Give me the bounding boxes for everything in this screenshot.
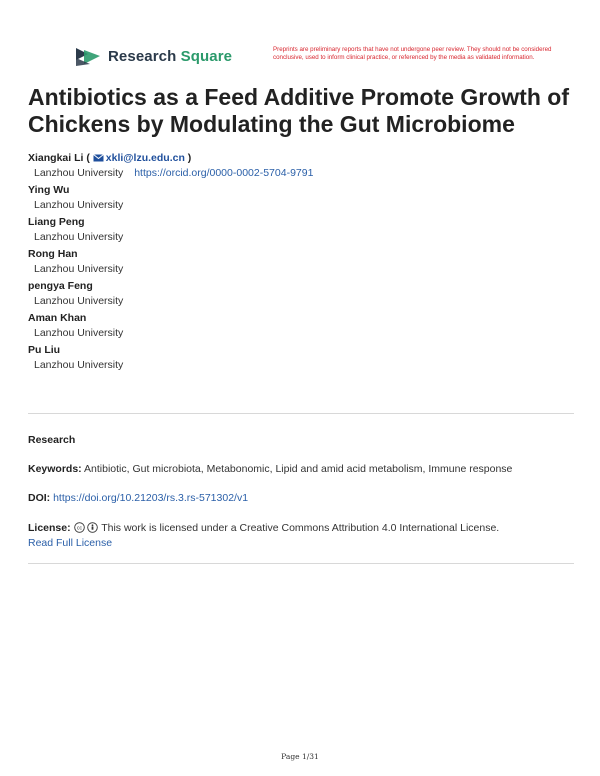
license-label: License:: [28, 522, 71, 534]
section-divider: [28, 563, 574, 564]
doi-row: [28, 491, 578, 506]
research-square-logo-icon: [74, 46, 102, 66]
author-affiliation: Lanzhou University: [34, 359, 124, 371]
author-affiliation: Lanzhou University: [34, 327, 124, 339]
envelope-icon: [93, 154, 104, 162]
author-name: Aman Khan: [28, 312, 87, 324]
logo-square-text: Square: [180, 47, 233, 65]
email-open-paren: (: [86, 152, 93, 164]
author-affiliation: Lanzhou University: [34, 199, 124, 211]
email-close-paren: ): [184, 152, 192, 164]
author-email-link[interactable]: xkli@lzu.edu.cn: [105, 152, 185, 164]
license-row: [28, 521, 578, 551]
license-text: This work is licensed under a Creative Commons Attribution 4.0 International License.: [101, 522, 500, 534]
author-name: Liang Peng: [28, 216, 85, 228]
author-affiliation: [34, 167, 578, 180]
page-number: Page 1/31: [281, 752, 319, 761]
creative-commons-icon: [74, 522, 85, 533]
author-name-text: Xiangkai Li: [28, 152, 84, 164]
preprint-disclaimer: Preprints are preliminary reports that have not undergone peer review. They should not be considered conclusive, used to inform clinical practice, or referenced by the media as validated information.: [273, 46, 552, 61]
affiliation-text: Lanzhou University: [34, 167, 124, 179]
author-list: [28, 152, 578, 372]
header: [74, 46, 554, 76]
author-affiliation: Lanzhou University: [34, 263, 124, 275]
author-affiliation: Lanzhou University: [34, 295, 124, 307]
research-square-logo[interactable]: [74, 46, 232, 66]
keywords-row: [28, 462, 578, 477]
keywords-label: Keywords:: [28, 463, 82, 475]
article-type-label: Research: [28, 434, 76, 446]
author-name: Rong Han: [28, 248, 78, 260]
author-name: [28, 152, 578, 164]
read-full-license-link[interactable]: Read Full License: [28, 537, 113, 549]
article-type: [28, 433, 578, 448]
section-divider: [28, 413, 574, 414]
doi-link[interactable]: https://doi.org/10.21203/rs.3.rs-571302/v1: [53, 492, 249, 504]
attribution-icon: [87, 522, 98, 533]
logo-research-text: Research: [108, 47, 177, 65]
doi-label: DOI:: [28, 492, 51, 504]
keywords-text: Antibiotic, Gut microbiota, Metabonomic, Lipid and amid acid metabolism, Immune response: [84, 463, 513, 475]
author-affiliation: Lanzhou University: [34, 231, 124, 243]
paper-title: Antibiotics as a Feed Additive Promote Growth of Chickens by Modulating the Gut Microbiome: [28, 84, 569, 137]
svg-text:cc: cc: [76, 525, 82, 532]
orcid-link[interactable]: https://orcid.org/0000-0002-5704-9791: [134, 167, 314, 179]
author-name: Ying Wu: [28, 184, 70, 196]
author-name: pengya Feng: [28, 280, 93, 292]
author-name: Pu Liu: [28, 344, 61, 356]
